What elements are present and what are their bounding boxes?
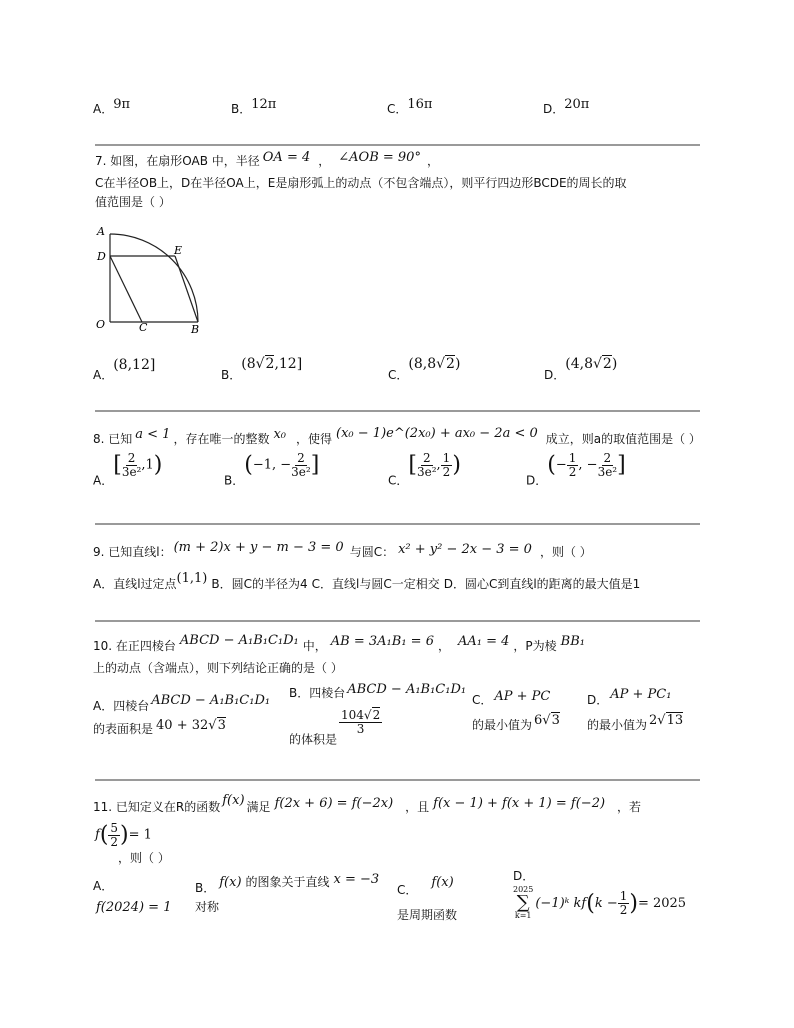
divider [95,523,700,525]
q10-option-c: C． AP + PC 的最小值为 6√3 [472,689,560,732]
arc-ab [110,234,198,322]
label-d: D [97,250,106,263]
q7-option-b: B．(8√2,12] [221,356,303,382]
q8-option-b: B．(−1, − $\frac{2}{\text{3e²}}$ ] [224,451,320,488]
divider [95,410,700,412]
q7-stem-line3: 值范围是（ ） [95,195,171,209]
q10-stem-line2: 上的动点（含端点），则下列结论正确的是（ ） [93,661,343,675]
q9-options: A．直线l过定点(1,1) B．圆C的半径为4 C．直线l与圆C一定相交 D．圆心C到直线l的距离的最大值是1 [93,571,641,591]
q11-option-a: A． f(2024) = 1 [93,879,172,915]
q10-option-a: A．四棱台 ABCD − A₁B₁C₁D₁ 的表面积是 40 + 32√3 [93,693,271,736]
q9-stem: 9. 已知直线l： (m + 2)x + y − m − 3 = 0 与圆C： x² + y² − 2x − 3 = 0 ，则（ ） [93,540,592,559]
q11-option-d: D． 2025 ∑ k=1 (−1)ᵏ kf ( k − $\frac{1}{2}$ ) = 2025 [513,869,687,920]
q11-stem-line2: f( $\frac{5}{2}$ )= 1 [95,821,152,849]
q11-option-c: C． f(x) 是周期函数 [397,875,458,922]
divider [95,779,700,781]
q7-option-c: C．(8,8√2) [388,356,461,382]
divider [95,620,700,622]
q6-option-c: C．16π [387,97,433,116]
q10-option-d: D． AP + PC₁ 的最小值为 2√13 [587,687,684,732]
q6-option-b: B．12π [231,97,277,116]
q6-option-a: A．9π [93,97,131,116]
q8-stem: 8. 已知 a < 1 ，存在唯一的整数 x₀ ，使得 (x₀ − 1)e^(2x₀) + ax₀ − 2a < 0 成立，则a的取值范围是（ ） [93,426,701,446]
q6-option-d: D．20π [543,97,590,116]
divider [95,144,700,146]
sum-symbol: 2025 ∑ k=1 [513,885,534,920]
q10-option-b: B．四棱台 ABCD − A₁B₁C₁D₁ 的体积是 $\frac{104√2}{3}$ [289,682,467,747]
label-b: B [191,323,200,334]
label-o: O [96,318,106,331]
segment-eb [175,256,198,322]
q7-stem-line2: C在半径OB上，D在半径OA上，E是扇形弧上的动点（不包含端点），则平行四边形BCDE的周长的取 [95,176,627,190]
q11-option-b: B． f(x) 的图象关于直线 x = −3 对称 [195,872,380,914]
q10-stem-line1: 10. 在正四棱台 ABCD − A₁B₁C₁D₁ 中， AB = 3A₁B₁ = 6 ， AA₁ = 4 ，P为棱 BB₁ [93,633,585,653]
q7-option-a: A．(8,12] [93,357,156,382]
q8-option-c: C．[ $\frac{2}{\text{3e²}}$ , $\frac{1}{2}$ ) [388,451,461,488]
q8-option-d: D．(− $\frac{1}{2}$ , − $\frac{2}{\text{3e²}}$ ] [526,451,626,488]
q11-stem-line1: 11. 已知定义在R的函数 f(x) 满足 f(2x + 6) = f(−2x) ，且 f(x − 1) + f(x + 1) = f(−2) ，若 [93,793,642,814]
q11-stem-tail: ，则（ ） [118,851,170,865]
label-a: A [97,225,105,238]
q7-stem-line1: 7. 如图，在扇形OAB 中，半径 OA = 4 ， ∠AOB = 90° ， [95,150,439,168]
sector-figure [92,222,212,334]
q8-option-a: A．[ $\frac{2}{\text{3e²}}$ ,1) [93,451,163,488]
segment-dc [110,256,142,322]
q7-option-d: D．(4,8√2) [544,356,618,382]
label-e: E [174,244,183,257]
label-c: C [139,321,148,334]
